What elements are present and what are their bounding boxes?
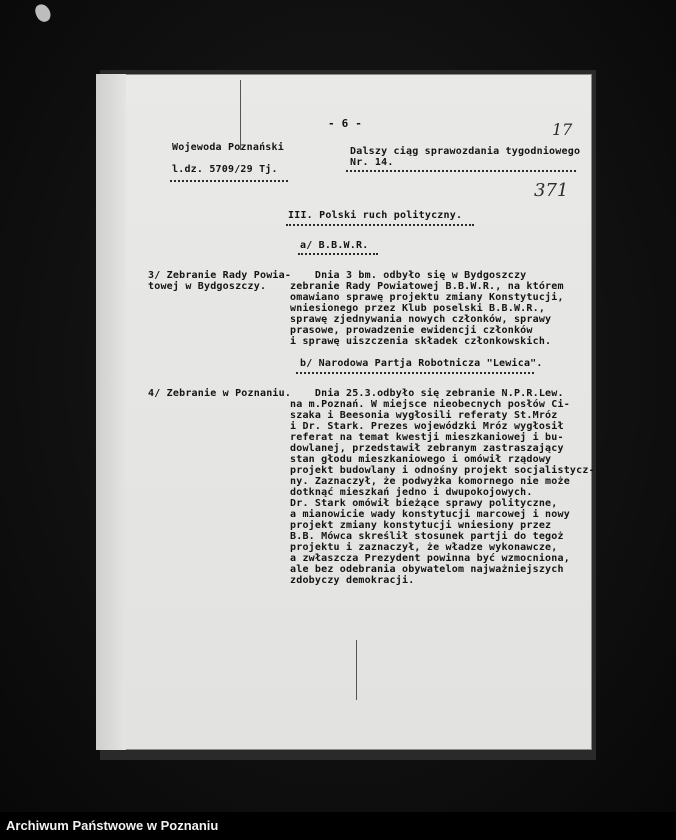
header-left-line: Wojewoda Poznański [172,142,284,153]
divider [170,180,288,182]
item-4-line: a mianowicie wady konstytucji marcowej i nowy [290,509,570,520]
item-3-line: prasowe, prowadzenie ewidencji członków [290,325,533,336]
item-4-line: Dnia 25.3.odbyło się zebranie N.P.R.Lew. [290,388,564,399]
item-4-line: na m.Poznań. W miejsce nieobecnych posłów Ci- [290,399,570,410]
item-4-label: 4/ Zebranie w Poznaniu. [148,388,292,399]
item-4-line: szaka i Beesonia wygłosili referaty St.Mróz [290,410,558,421]
item-3-line: sprawę zjednywania nowych członków, sprawy [290,314,552,325]
item-4-line: ny. Zaznaczył, że podwyżka komornego nie może [290,476,570,487]
divider [298,253,378,255]
page-number: - 6 - [328,117,363,130]
item-4-line: ale bez odebrania obywatelom najważniejszych [290,564,564,575]
item-4-line: i Dr. Stark. Prezes wojewódzki Mróz wygłosił [290,421,564,432]
item-3-line: Dnia 3 bm. odbyło się w Bydgoszczy [290,270,527,281]
archive-name: Archiwum Państwowe w Poznaniu [6,818,219,833]
item-4-line: Dr. Stark omówił bieżące sprawy polityczne, [290,498,558,509]
item-4-line: projekt zmiany konstytucji wniesiony przez [290,520,552,531]
item-3-line: i sprawę uiszczenia składek członkowskich. [290,336,552,347]
subsection-a: a/ B.B.W.R. [300,240,369,251]
item-4-line: projekt budowlany i odnośny projekt socjalistycz- [290,465,595,476]
header-right-line: Dalszy ciąg sprawozdania tygodniowego [350,146,581,157]
handwritten-number: 17 [552,120,573,139]
header-left-line: l.dz. 5709/29 Tj. [172,164,278,175]
section-title: III. Polski ruch polityczny. [288,210,463,221]
paper-edge [96,74,126,750]
divider [346,170,576,172]
item-3-label: 3/ Zebranie Rady Powia- [148,270,292,281]
handwritten-number: 371 [534,180,569,201]
item-3-label: towej w Bydgoszczy. [148,281,267,292]
subsection-b: b/ Narodowa Partja Robotnicza "Lewica". [300,358,543,369]
crease-mark [240,80,241,150]
archive-footer [0,812,676,840]
item-4-line: a zwłaszcza Prezydent powinna być wzmocniona, [290,553,570,564]
item-4-line: projektu i zaznaczył, że władze wykonawcze, [290,542,558,553]
divider [286,224,474,226]
item-3-line: wniesionego przez Klub poselski B.B.W.R., [290,303,546,314]
item-4-line: zdobyczy demokracji. [290,575,415,586]
item-4-line: dotknąć mieszkań jedno i dwupokojowych. [290,487,533,498]
header-right-line: Nr. 14. [350,157,394,168]
item-4-line: B.B. Mówca skreślił stosunek partji do tegoż [290,531,564,542]
divider [296,372,534,374]
item-3-line: zebranie Rady Powiatowej B.B.W.R., na którem [290,281,564,292]
item-4-line: stan głodu mieszkaniowego i omówił rządowy [290,454,552,465]
item-4-line: dowlanej, przedstawił zebranym zastraszający [290,443,564,454]
crease-mark [356,640,357,700]
item-4-line: referat na temat kwestji mieszkaniowej i bu- [290,432,564,443]
item-3-line: omawiano sprawę projektu zmiany Konstytucji, [290,292,564,303]
